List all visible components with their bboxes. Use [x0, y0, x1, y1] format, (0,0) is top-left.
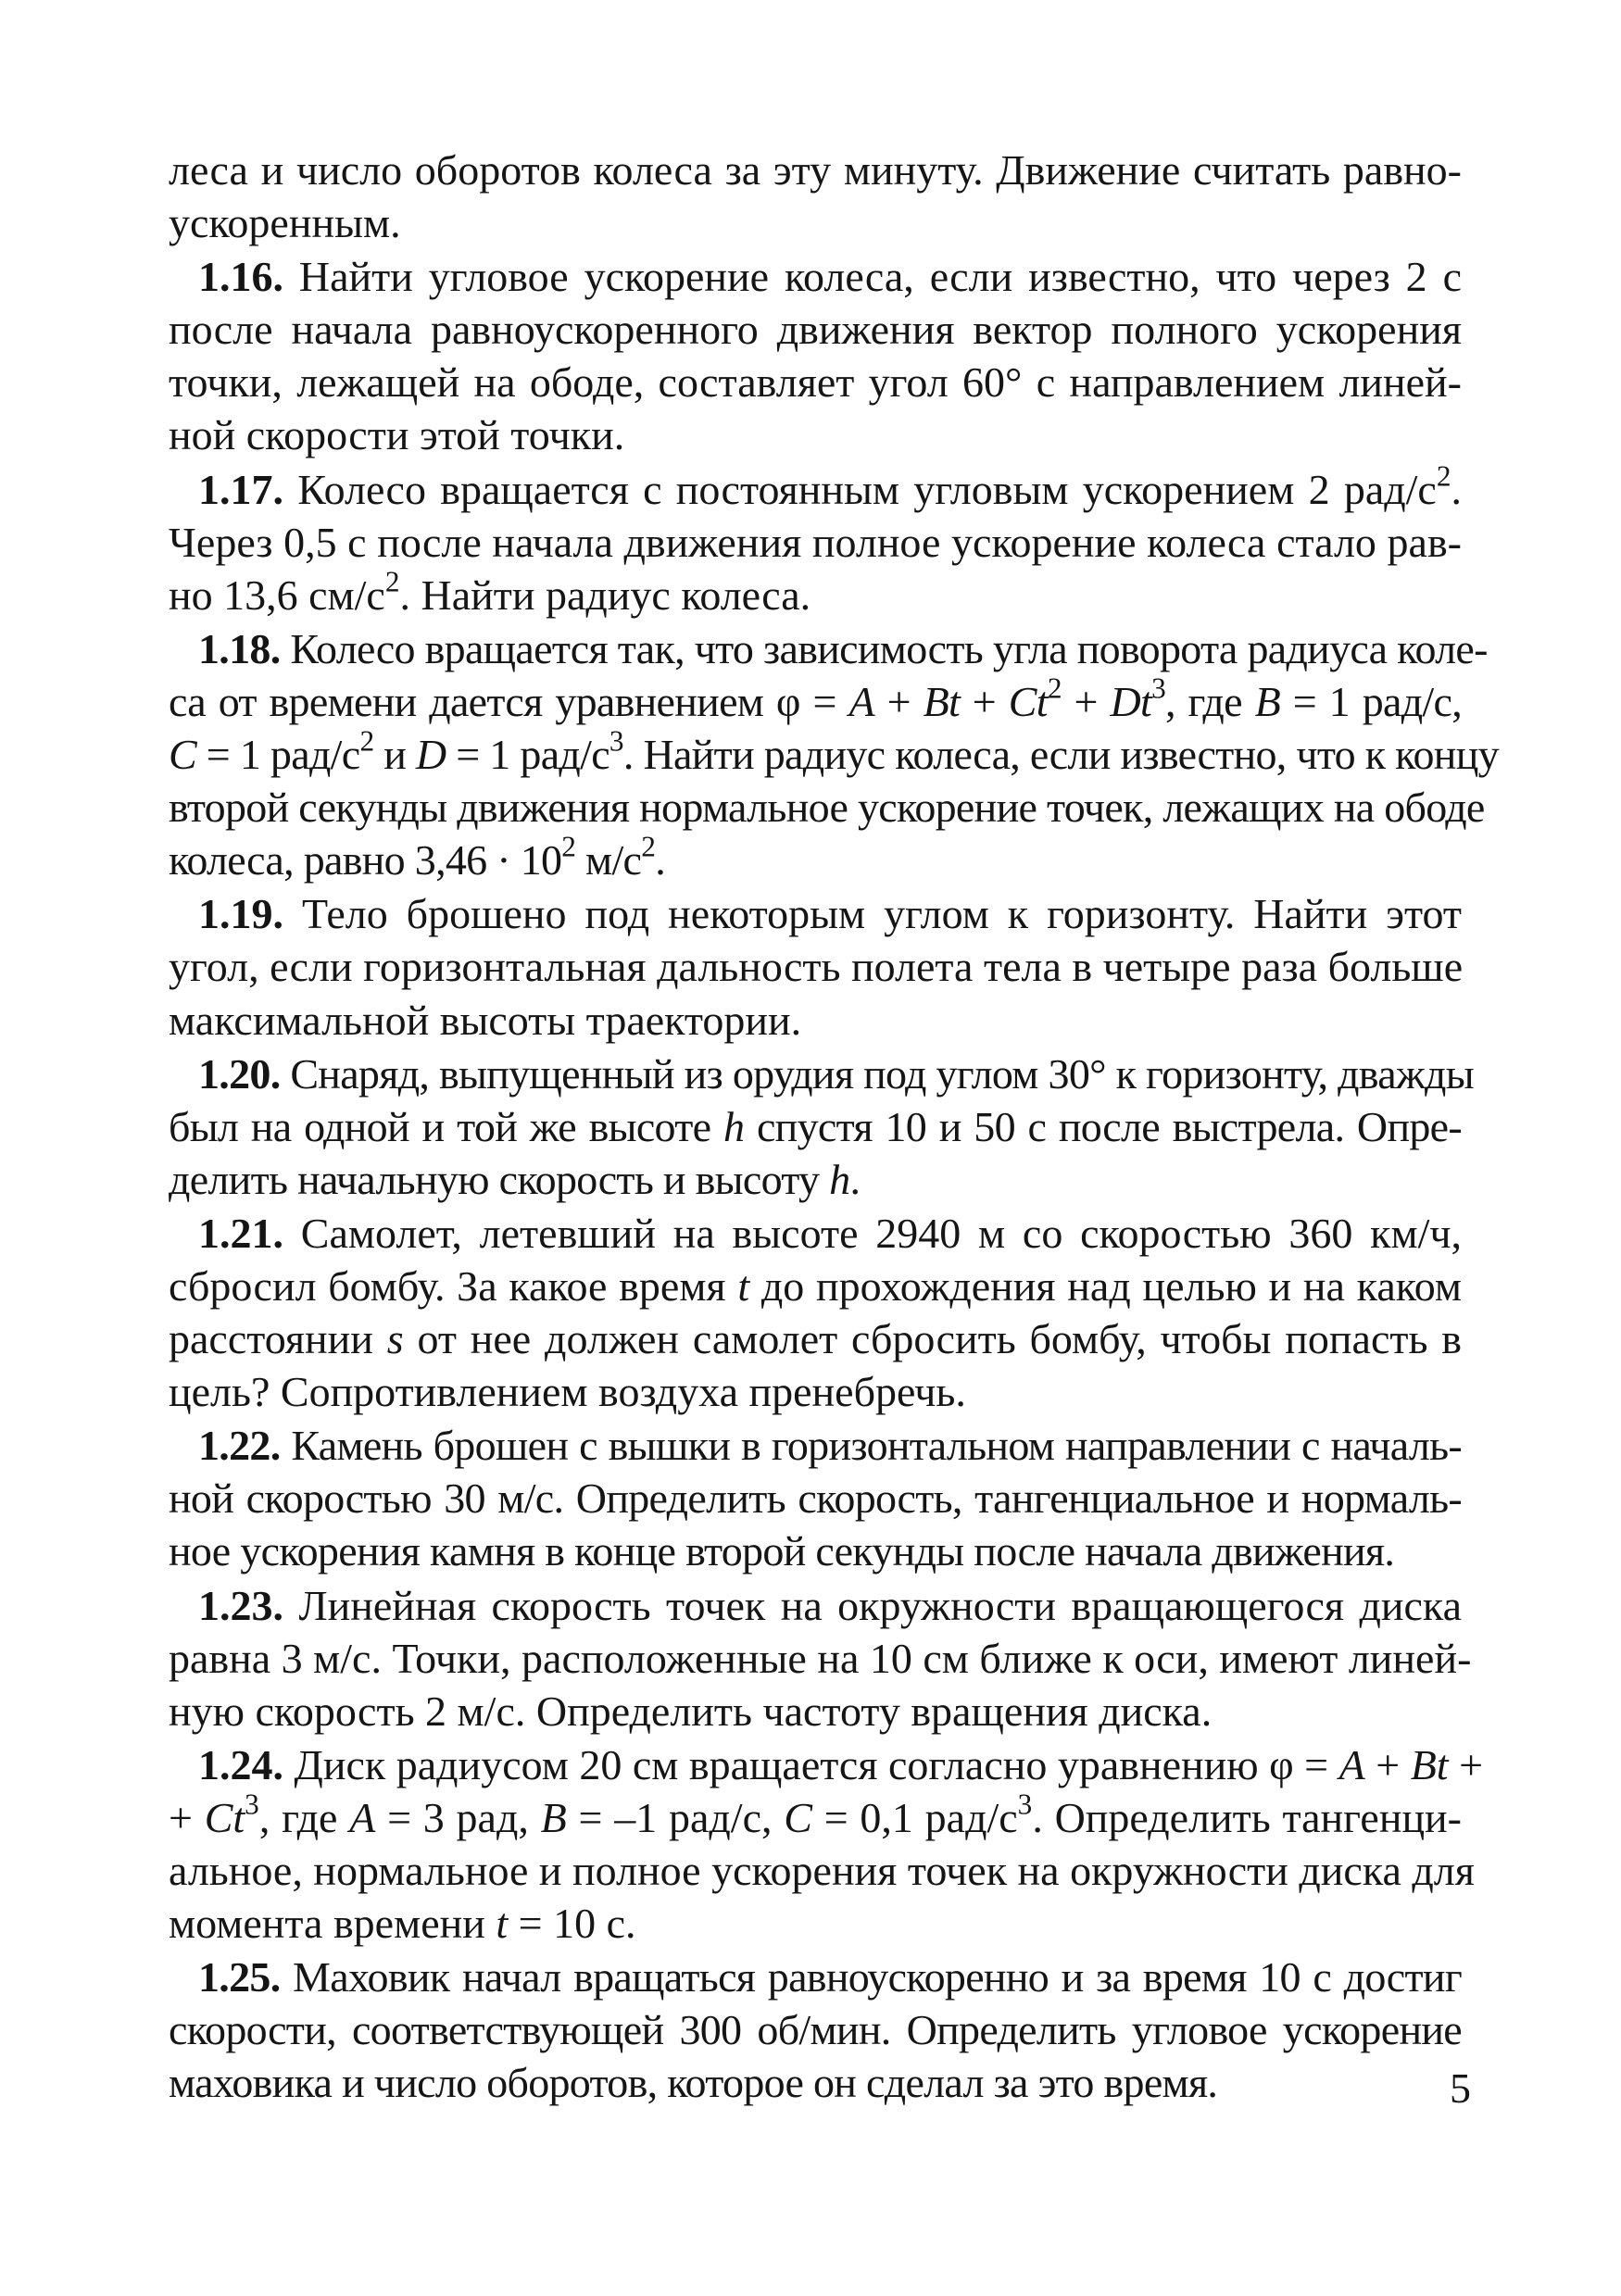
- text-segment: максимальной высоты траектории.: [169, 996, 802, 1044]
- text-segment: колеса, равно 3,46 · 10: [169, 836, 562, 885]
- text-segment: , где: [1165, 677, 1255, 725]
- text-segment: .: [849, 1155, 861, 1203]
- math-variable: Bt: [1410, 1740, 1449, 1788]
- text-line: [169, 622, 1488, 675]
- math-variable: t: [496, 1900, 509, 1948]
- problem-1-19: [169, 887, 1462, 1046]
- text-line: [169, 250, 1462, 303]
- text-segment: ное ускорения камня в конце второй секунды после начала движения.: [169, 1527, 1395, 1575]
- text-segment: = –1 рад/с,: [566, 1793, 785, 1841]
- math-variable: s: [386, 1315, 404, 1363]
- text-line: [169, 830, 1462, 886]
- text-line: [169, 1153, 1462, 1206]
- text-segment: ускоренным.: [169, 199, 401, 247]
- problem-number: 1.24.: [198, 1740, 283, 1788]
- text-segment: был на одной и той же высоте: [169, 1102, 723, 1150]
- text-segment: +: [1364, 1740, 1411, 1788]
- text-line: [169, 1419, 1462, 1472]
- superscript-exponent: 3: [609, 724, 623, 758]
- math-variable: h: [829, 1155, 850, 1203]
- problem-number: 1.17.: [198, 465, 283, 513]
- text-segment: Колесо вращается с постоянным угловым ускорением 2 рад/с: [283, 465, 1437, 513]
- problem-number: 1.16.: [198, 253, 283, 301]
- math-variable: A: [349, 1793, 376, 1841]
- text-line: [169, 1844, 1475, 1897]
- text-segment: момента времени: [169, 1900, 496, 1948]
- text-segment: +: [169, 1793, 205, 1841]
- text-segment: . Определить тангенци-: [1032, 1793, 1462, 1841]
- math-variable: C: [169, 731, 196, 779]
- text-segment: скорости, соответствующей 300 об/мин. Определить угловое ускорение: [169, 2006, 1462, 2054]
- text-segment: угол, если горизонтальная дальность полета тела в четыре раза больше: [169, 943, 1464, 991]
- text-segment: Линейная скорость точек на окружности вращающегося диска: [283, 1581, 1462, 1629]
- text-segment: = 3 рад,: [375, 1793, 541, 1841]
- text-segment: леса и число оборотов колеса за эту минуту. Движение считать равно-: [169, 146, 1462, 194]
- text-segment: Маховик начал вращаться равноускоренно и за время 10 с достиг: [280, 1953, 1462, 2001]
- superscript-exponent: 2: [641, 830, 656, 863]
- text-segment: второй секунды движения нормальное ускорение точек, лежащих на ободе: [169, 784, 1485, 832]
- problem-1-24: [169, 1738, 1484, 1950]
- text-segment: маховика и число оборотов, которое он сделал за это время.: [169, 2059, 1218, 2107]
- problem-list: [169, 144, 1499, 2109]
- text-line: [169, 940, 1462, 993]
- math-variable: B: [540, 1793, 567, 1841]
- math-variable: A: [848, 677, 874, 725]
- text-segment: равна 3 м/с. Точки, расположенные на 10 см ближе к оси, имеют линей-: [169, 1634, 1472, 1682]
- text-segment: ную скорость 2 м/с. Определить частоту вращения диска.: [169, 1687, 1213, 1735]
- text-line: [169, 565, 1462, 621]
- text-line: [169, 724, 1499, 781]
- math-variable: Ct: [1008, 677, 1048, 725]
- text-line: [169, 1524, 1462, 1577]
- text-segment: .: [1451, 465, 1462, 513]
- problem-1-21: [169, 1207, 1462, 1418]
- text-segment: расстоянии: [169, 1315, 387, 1363]
- superscript-exponent: 2: [384, 565, 400, 598]
- text-segment: +: [960, 677, 1009, 725]
- text-segment: но 13,6 см/с: [169, 571, 385, 619]
- superscript-exponent: 3: [1017, 1788, 1033, 1821]
- text-segment: са от времени дается уравнением φ =: [169, 677, 849, 725]
- text-segment: от нее должен самолет сбросить бомбу, чтобы попасть в: [403, 1315, 1462, 1363]
- problem-1-20: [169, 1048, 1474, 1206]
- text-segment: +: [873, 677, 924, 725]
- text-line: [169, 2056, 1462, 2109]
- text-line: [169, 356, 1462, 408]
- text-line: [169, 1312, 1462, 1365]
- text-segment: . Найти радиус колеса.: [399, 571, 811, 619]
- text-line: [169, 1048, 1474, 1100]
- text-segment: после начала равноускоренного движения вектор полного ускорения: [169, 306, 1462, 354]
- text-segment: +: [1448, 1740, 1484, 1788]
- text-line: [169, 887, 1462, 940]
- text-line: [169, 303, 1462, 356]
- text-segment: ной скорости этой точки.: [169, 411, 625, 459]
- text-segment: спустя 10 и 50 с после выстрела. Опре-: [744, 1102, 1462, 1150]
- text-segment: = 1 рад/с: [195, 731, 360, 779]
- superscript-exponent: 2: [561, 830, 576, 863]
- problem-number: 1.19.: [198, 890, 283, 938]
- text-line: [169, 671, 1463, 728]
- paragraph-continuation: [169, 144, 1462, 249]
- text-segment: сбросил бомбу. За какое время: [169, 1261, 738, 1310]
- text-segment: = 10 с.: [508, 1900, 636, 1948]
- page-number: 5: [1450, 2064, 1471, 2112]
- text-segment: Камень брошен с вышки в горизонтальном направлении с началь-: [280, 1422, 1462, 1470]
- text-segment: альное, нормальное и полное ускорения точек на окружности диска для: [169, 1847, 1475, 1894]
- text-segment: .: [655, 836, 665, 885]
- superscript-exponent: 2: [1436, 459, 1451, 493]
- math-variable: D: [415, 731, 446, 779]
- text-line: [169, 994, 1462, 1047]
- text-line: [169, 1100, 1462, 1153]
- text-line: [169, 1260, 1462, 1312]
- text-segment: цель? Сопротивлением воздуха пренебречь.: [169, 1368, 966, 1416]
- text-line: [169, 1472, 1462, 1524]
- superscript-exponent: 3: [1151, 671, 1166, 705]
- text-line: [169, 1788, 1462, 1844]
- math-variable: Dt: [1110, 677, 1152, 725]
- text-segment: . Найти радиус колеса, если известно, что к концу: [622, 731, 1499, 779]
- math-variable: t: [737, 1261, 750, 1310]
- text-segment: = 0,1 рад/с: [811, 1793, 1018, 1841]
- text-segment: и: [373, 731, 416, 779]
- math-variable: Ct: [204, 1793, 245, 1841]
- text-segment: Колесо вращается так, что зависимость угла поворота радиуса коле-: [280, 624, 1488, 672]
- text-segment: Диск радиусом 20 см вращается согласно уравнению φ =: [283, 1740, 1339, 1788]
- text-line: [169, 1579, 1462, 1632]
- text-line: [169, 408, 1462, 461]
- problem-number: 1.23.: [198, 1581, 283, 1629]
- text-line: [169, 1897, 1462, 1950]
- problem-number: 1.21.: [198, 1209, 283, 1257]
- superscript-exponent: 3: [245, 1788, 259, 1821]
- text-line: [169, 1738, 1484, 1791]
- superscript-exponent: 2: [1047, 671, 1062, 705]
- text-line: [169, 1365, 1462, 1418]
- problem-1-16: [169, 250, 1462, 461]
- text-line: [169, 1632, 1472, 1685]
- text-line: [169, 144, 1462, 196]
- text-line: [169, 1685, 1462, 1738]
- superscript-exponent: 2: [359, 724, 374, 758]
- problem-1-18: [169, 622, 1499, 886]
- problem-number: 1.22.: [198, 1422, 281, 1470]
- text-segment: точки, лежащей на ободе, составляет угол 60° с направлением линей-: [169, 358, 1462, 407]
- problem-number: 1.20.: [198, 1049, 281, 1098]
- problem-number: 1.18.: [198, 624, 281, 672]
- text-segment: = 1 рад/с: [446, 731, 609, 779]
- text-segment: Снаряд, выпущенный из орудия под углом 30° к горизонту, дважды: [280, 1049, 1474, 1098]
- problem-number: 1.25.: [198, 1953, 281, 2001]
- problem-1-17: [169, 459, 1462, 621]
- text-segment: ной скоростью 30 м/с. Определить скорость, тангенциальное и нормаль-: [169, 1474, 1462, 1523]
- text-segment: делить начальную скорость и высоту: [169, 1155, 830, 1203]
- text-line: [169, 1951, 1462, 2003]
- math-variable: Bt: [923, 677, 961, 725]
- text-segment: до прохождения над целью и на каком: [749, 1261, 1462, 1310]
- text-line: [169, 2003, 1462, 2056]
- text-line: [169, 516, 1462, 569]
- text-segment: = 1 рад/с,: [1279, 677, 1463, 725]
- text-line: [169, 196, 1462, 249]
- text-segment: , где: [258, 1793, 350, 1841]
- text-segment: Самолет, летевший на высоте 2940 м со скоростью 360 км/ч,: [283, 1209, 1462, 1257]
- math-variable: B: [1254, 677, 1280, 725]
- problem-1-22: [169, 1419, 1462, 1577]
- text-segment: Найти угловое ускорение колеса, если известно, что через 2 с: [283, 253, 1462, 301]
- text-line: [169, 459, 1462, 516]
- text-line: [169, 781, 1485, 834]
- text-segment: м/с: [575, 836, 642, 885]
- problem-1-25: [169, 1951, 1462, 2109]
- math-variable: A: [1338, 1740, 1365, 1788]
- math-variable: h: [723, 1102, 745, 1150]
- text-segment: +: [1061, 677, 1111, 725]
- math-variable: C: [784, 1793, 812, 1841]
- problem-1-23: [169, 1579, 1472, 1738]
- text-line: [169, 1207, 1462, 1260]
- text-segment: Тело брошено под некоторым углом к горизонту. Найти этот: [283, 890, 1462, 938]
- text-segment: Через 0,5 с после начала движения полное ускорение колеса стало рав-: [169, 518, 1462, 566]
